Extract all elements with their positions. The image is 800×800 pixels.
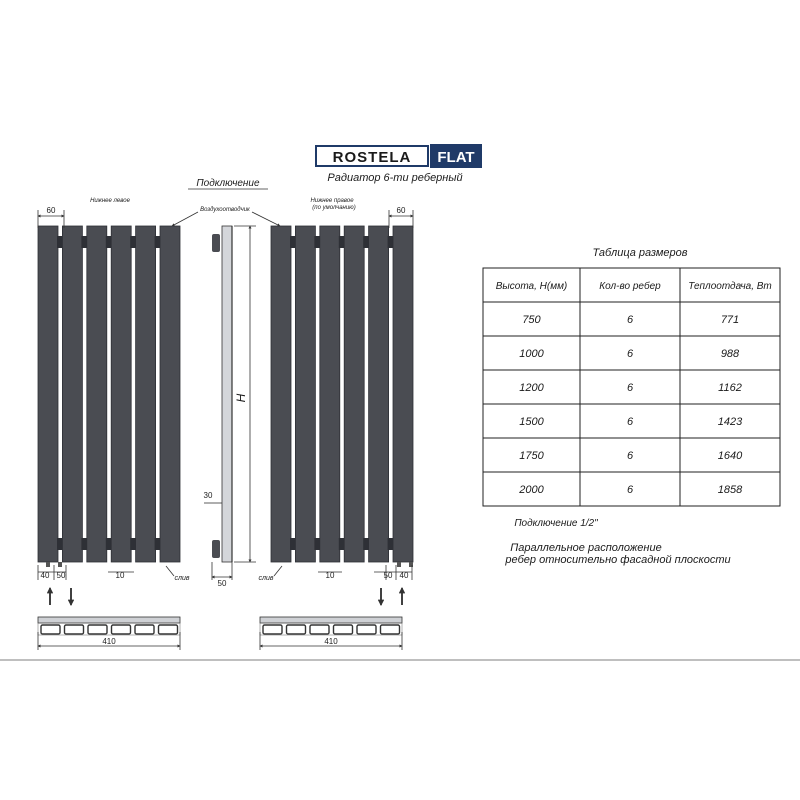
connection-heading: Подключение bbox=[196, 178, 260, 189]
dim-50-left-text: 50 bbox=[56, 571, 66, 580]
radiator-fin bbox=[111, 226, 131, 562]
flow-arrows-right bbox=[381, 588, 402, 605]
top-view-fin bbox=[135, 625, 154, 634]
right-radiator-front bbox=[271, 226, 413, 567]
pipe-stub bbox=[397, 562, 401, 567]
table-cell: 6 bbox=[626, 314, 634, 326]
dim-60-right-text: 60 bbox=[396, 206, 406, 215]
table-cell: 1750 bbox=[519, 450, 544, 462]
dim-width-left bbox=[38, 206, 64, 228]
dim-40-right-text: 40 bbox=[399, 571, 409, 580]
note-line2: ребер относительно фасадной плоскости bbox=[505, 554, 731, 566]
radiator-fin bbox=[62, 226, 82, 562]
logo-name: ROSTELA bbox=[332, 149, 412, 166]
size-table bbox=[483, 268, 780, 506]
table-cell: 1640 bbox=[717, 450, 743, 462]
radiator-side-view bbox=[204, 226, 256, 588]
top-view-right bbox=[260, 617, 402, 635]
pipe-stub bbox=[46, 562, 50, 567]
top-view-fin bbox=[263, 625, 282, 634]
top-view-fin bbox=[357, 625, 376, 634]
label-air-vent: Воздухоотводчик bbox=[200, 207, 250, 213]
dim-total-left bbox=[38, 632, 180, 650]
dim-50-right-text: 50 bbox=[383, 571, 393, 580]
radiator-fin bbox=[271, 226, 291, 562]
product-title: Радиатор 6-ти реберный bbox=[327, 172, 463, 184]
radiator-fin bbox=[136, 226, 156, 562]
table-header-cell: Высота, Н(мм) bbox=[495, 281, 568, 292]
dim-410-left-text: 410 bbox=[102, 637, 116, 646]
top-view-left bbox=[38, 617, 180, 635]
table-cell: 6 bbox=[626, 382, 634, 394]
table-cell: 771 bbox=[720, 314, 740, 326]
radiator-fin bbox=[87, 226, 107, 562]
table-cell: 988 bbox=[720, 348, 740, 360]
dim-width-right bbox=[389, 206, 413, 228]
table-cell: 6 bbox=[626, 348, 634, 360]
dim-total-right bbox=[260, 632, 402, 650]
table-cell: 1423 bbox=[717, 416, 743, 428]
top-view-collector bbox=[260, 617, 402, 623]
table-cell: 2000 bbox=[519, 484, 544, 496]
note-connection: Подключение 1/2" bbox=[514, 518, 598, 529]
radiator-fin bbox=[369, 226, 389, 562]
left-radiator-front bbox=[38, 226, 180, 567]
dim-410-right-text: 410 bbox=[324, 637, 338, 646]
dim-bottom-right bbox=[259, 565, 413, 582]
top-view-fin bbox=[287, 625, 306, 634]
table-cell: 6 bbox=[626, 450, 634, 462]
air-vent-leader-left bbox=[172, 212, 198, 226]
label-drain-left: слив bbox=[174, 575, 190, 582]
radiator-fin bbox=[393, 226, 413, 562]
radiator-fin bbox=[344, 226, 364, 562]
top-view-fin bbox=[65, 625, 84, 634]
top-view-fin bbox=[159, 625, 178, 634]
top-view-collector bbox=[38, 617, 180, 623]
table-header-cell: Кол-во ребер bbox=[599, 281, 661, 292]
table-cell: 1162 bbox=[718, 382, 742, 394]
radiator-fin bbox=[38, 226, 58, 562]
label-bottom-left: Нижнее левое bbox=[90, 198, 130, 204]
table-cell: 6 bbox=[626, 416, 634, 428]
radiator-fin bbox=[320, 226, 340, 562]
table-cell: 750 bbox=[522, 314, 541, 326]
top-view-fin bbox=[381, 625, 400, 634]
label-bottom-right-default: (по умолчанию) bbox=[312, 205, 356, 211]
dim-30-text: 30 bbox=[203, 491, 213, 500]
top-view-fin bbox=[112, 625, 131, 634]
table-cell: 1500 bbox=[519, 416, 544, 428]
label-bottom-right: Нижнее правое bbox=[310, 198, 354, 204]
table-cell: 1200 bbox=[519, 382, 544, 394]
dim-40-left-text: 40 bbox=[40, 571, 50, 580]
table-caption: Таблица размеров bbox=[592, 247, 688, 259]
logo-suffix: FLAT bbox=[437, 149, 475, 166]
top-view-fin bbox=[88, 625, 107, 634]
dim-side-50-text: 50 bbox=[217, 579, 227, 588]
radiator-fin bbox=[160, 226, 180, 562]
dim-10-left-text: 10 bbox=[115, 571, 125, 580]
flow-arrows-left bbox=[50, 588, 71, 605]
top-view-fin bbox=[310, 625, 329, 634]
dim-60-left-text: 60 bbox=[46, 206, 56, 215]
table-header-cell: Теплоотдача, Вт bbox=[688, 281, 772, 292]
radiator-fin bbox=[295, 226, 315, 562]
top-view-fin bbox=[334, 625, 353, 634]
table-cell: 6 bbox=[626, 484, 634, 496]
pipe-stub bbox=[58, 562, 62, 567]
table-cell: 1858 bbox=[717, 484, 743, 496]
brand-logo bbox=[316, 144, 482, 168]
note-line1: Параллельное расположение bbox=[510, 542, 662, 554]
dim-bottom-left bbox=[38, 565, 190, 582]
label-drain-right: слив bbox=[258, 575, 274, 582]
air-vent-leader-right bbox=[252, 212, 280, 226]
dim-height-text: H bbox=[234, 393, 248, 403]
top-view-fin bbox=[41, 625, 60, 634]
table-cell: 1000 bbox=[519, 348, 544, 360]
dim-10-right-text: 10 bbox=[325, 571, 335, 580]
